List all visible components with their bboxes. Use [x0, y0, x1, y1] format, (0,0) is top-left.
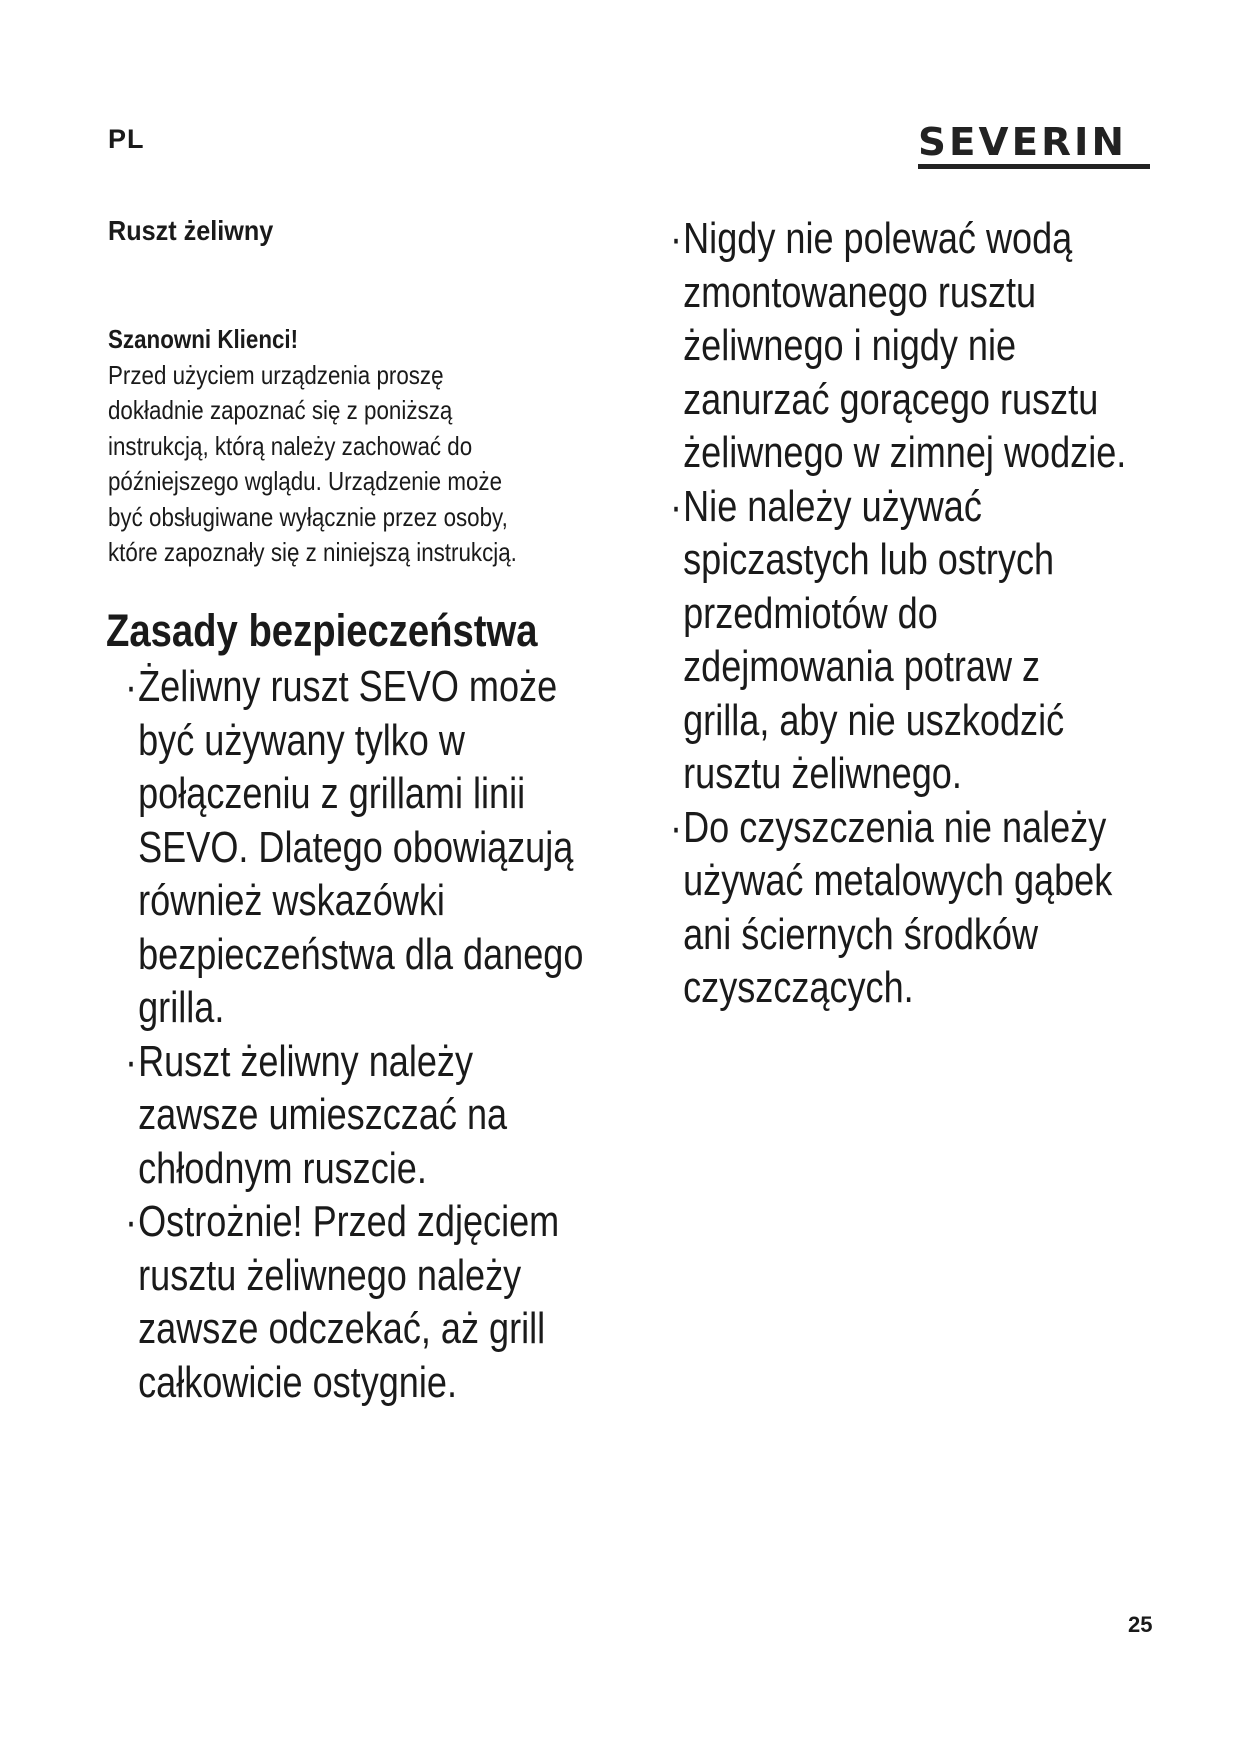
- document-title: Ruszt żeliwny: [108, 215, 274, 246]
- safety-heading: Zasady bezpieczeństwa: [106, 605, 538, 656]
- bullet-icon: ·: [670, 214, 683, 263]
- greeting: Szanowni Klienci!: [108, 324, 299, 354]
- brand-name: SEVERIN: [918, 120, 1128, 164]
- bullet-icon: ·: [670, 802, 683, 852]
- intro-section: [108, 322, 555, 571]
- safety-item: [125, 1035, 633, 1196]
- safety-item: [670, 801, 1129, 1015]
- safety-item: [125, 660, 633, 1035]
- safety-list-right: [670, 212, 1129, 1015]
- safety-item: [125, 1195, 633, 1409]
- safety-item-text: Do czyszczenia nie należy używać metalowych gąbek ani ściernych środków czyszczących.: [683, 802, 1113, 1012]
- safety-item-text: Ruszt żeliwny należy zawsze umieszczać na chłodnym ruszcie.: [138, 1036, 508, 1193]
- severin-logo: [918, 122, 1150, 172]
- intro-paragraph: Przed użyciem urządzenia proszę dokładnie zapoznać się z poniższą instrukcją, którą należy zachować do późniejszego wglądu. Urządzenie może być obsługiwane wyłącznie przez osoby, które zapoznały się z niniejszą instrukcją.: [108, 359, 517, 567]
- bullet-icon: ·: [125, 662, 138, 711]
- safety-item-text: Ostrożnie! Przed zdjęciem rusztu żeliwnego należy zawsze odczekać, aż grill całkowicie ostygnie.: [138, 1197, 560, 1407]
- bullet-icon: ·: [670, 481, 683, 531]
- page-number: 25: [1128, 1612, 1153, 1637]
- safety-item-text: Żeliwny ruszt SEVO może być używany tylko w połączeniu z grillami linii SEVO. Dlatego obowiązują również wskazówki bezpieczeństwa dla danego grilla.: [138, 662, 584, 1032]
- safety-item: [670, 212, 1129, 480]
- bullet-icon: ·: [125, 1197, 138, 1246]
- language-code: PL: [108, 124, 145, 154]
- safety-item: [670, 480, 1129, 801]
- safety-list-left: [125, 660, 633, 1409]
- bullet-icon: ·: [125, 1036, 138, 1086]
- logo-underline: [918, 164, 1150, 169]
- safety-item-text: Nigdy nie polewać wodą zmontowanego rusztu żeliwnego i nigdy nie zanurzać gorącego rusztu żeliwnego w zimnej wodzie.: [683, 214, 1127, 477]
- safety-item-text: Nie należy używać spiczastych lub ostrych przedmiotów do zdejmowania potraw z grilla, aby nie uszkodzić rusztu żeliwnego.: [683, 481, 1065, 798]
